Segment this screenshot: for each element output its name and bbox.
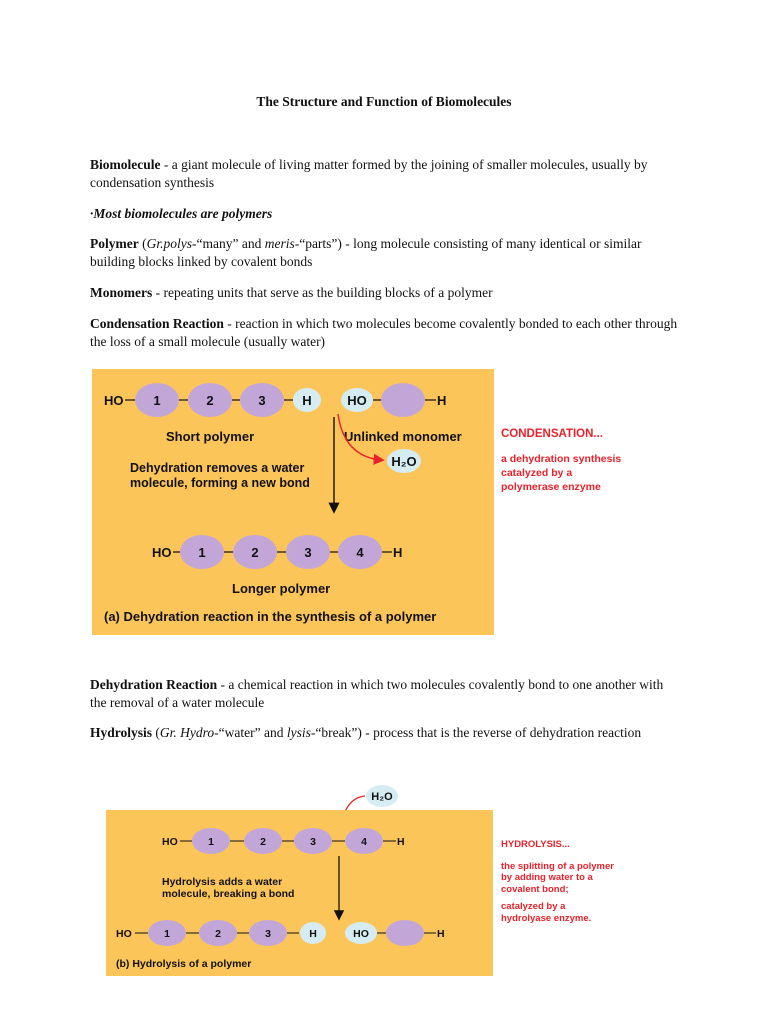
- polymers-note: ·Most biomolecules are polymers: [90, 206, 273, 221]
- biomolecule-definition: [90, 156, 680, 192]
- monomer-label: 4: [356, 545, 364, 560]
- monomer-label: 1: [208, 836, 214, 848]
- term-dehydration: Dehydration Reaction: [90, 677, 218, 692]
- greek-root: Gr.polys-: [146, 236, 197, 251]
- greek-root: Gr. Hydro-: [159, 725, 219, 740]
- unlinked-monomer-shape: [381, 383, 425, 417]
- figure-hydrolysis: [106, 810, 493, 976]
- note-hydrolysis: [501, 839, 614, 924]
- hydrolysis-definition: [90, 724, 680, 742]
- definition-text: - a giant molecule of living matter formed by the joining of smaller molecules, usually by condensation synthesis: [90, 157, 648, 190]
- term-biomolecule: Biomolecule: [90, 157, 161, 172]
- note-heading: HYDROLYSIS...: [501, 839, 570, 850]
- definition-text: - a chemical reaction in which two molecules covalently bond to one another with the removal of a water molecule: [90, 677, 664, 710]
- text-fragment: (: [138, 236, 147, 251]
- definition-text: - reaction in which two molecules become covalently bonded to each other through the loss of a small molecule (usually water): [90, 316, 678, 349]
- greek-root: meris-: [264, 236, 300, 251]
- note-line: covalent bond;: [501, 883, 569, 895]
- text-fragment: (: [152, 725, 160, 740]
- note-line: the splitting of a polymer: [501, 860, 614, 872]
- hydrolysis-text-2: molecule, breaking a bond: [162, 888, 295, 900]
- condensation-definition: [90, 315, 680, 351]
- unlinked-monomer-shape: [386, 920, 424, 946]
- label-h: H: [309, 928, 317, 940]
- monomer-label: 3: [310, 836, 316, 848]
- greek-root: lysis-: [286, 725, 316, 740]
- text-fragment: “water” and: [218, 725, 287, 740]
- hydrolysis-text-1: Hydrolysis adds a water: [162, 876, 283, 888]
- dehydration-text-1: Dehydration removes a water: [130, 461, 305, 475]
- monomers-definition: [90, 284, 680, 302]
- dehydration-text-2: molecule, forming a new bond: [130, 476, 310, 490]
- term-polymer: Polymer: [90, 236, 139, 251]
- note-line: catalyzed by a: [501, 467, 573, 479]
- page-title: The Structure and Function of Biomolecules: [256, 94, 512, 109]
- text-fragment: “break”) - process that is the reverse of dehydration reaction: [315, 725, 642, 740]
- note-condensation: [501, 428, 621, 494]
- monomer-label: 3: [258, 393, 266, 408]
- monomer-label: 2: [215, 928, 221, 940]
- water-label: H₂O: [391, 454, 417, 469]
- label-h: H: [393, 545, 403, 560]
- note-line: catalyzed by a: [501, 901, 566, 912]
- longer-polymer-label: Longer polymer: [232, 581, 331, 596]
- monomer-label: 2: [260, 836, 266, 848]
- label-h: H: [397, 836, 405, 848]
- note-line: by adding water to a: [501, 872, 593, 883]
- water-label: H₂O: [371, 791, 393, 803]
- monomer-label: 1: [164, 928, 170, 940]
- label-h: H: [302, 393, 312, 408]
- definition-text: - repeating units that serve as the building blocks of a polymer: [152, 285, 493, 300]
- label-h: H: [437, 393, 447, 408]
- polymer-definition: [90, 235, 680, 271]
- short-polymer-label: Short polymer: [166, 429, 255, 444]
- label-ho: HO: [353, 928, 369, 940]
- monomer-label: 2: [206, 393, 214, 408]
- term-hydrolysis: Hydrolysis: [90, 725, 153, 740]
- note-line: a dehydration synthesis: [501, 453, 622, 465]
- monomer-label: 4: [361, 836, 367, 848]
- note-heading: CONDENSATION...: [501, 428, 604, 440]
- label-h: H: [437, 928, 445, 940]
- figure-dehydration: [92, 369, 494, 635]
- term-condensation: Condensation Reaction: [90, 316, 224, 331]
- label-ho: HO: [347, 393, 367, 408]
- unlinked-monomer-label: Unlinked monomer: [344, 429, 462, 444]
- label-ho: HO: [152, 545, 172, 560]
- text-fragment: “many” and: [196, 236, 265, 251]
- label-ho: HO: [116, 928, 132, 940]
- monomer-label: 3: [265, 928, 271, 940]
- note-line: polymerase enzyme: [501, 481, 601, 493]
- figure-caption: (a) Dehydration reaction in the synthesis of a polymer: [104, 609, 437, 624]
- term-monomers: Monomers: [90, 285, 153, 300]
- dehydration-definition: [90, 676, 680, 712]
- note-line: hydrolyase enzyme.: [501, 912, 592, 924]
- label-ho: HO: [162, 836, 178, 848]
- monomer-label: 3: [304, 545, 312, 560]
- monomer-label: 1: [153, 393, 161, 408]
- figure-caption: (b) Hydrolysis of a polymer: [116, 958, 252, 970]
- label-ho: HO: [104, 393, 124, 408]
- monomer-label: 1: [198, 545, 206, 560]
- text-fragment: “parts”) - long molecule consisting of many identical or similar building blocks linked by covalent bonds: [90, 236, 642, 269]
- monomer-label: 2: [251, 545, 259, 560]
